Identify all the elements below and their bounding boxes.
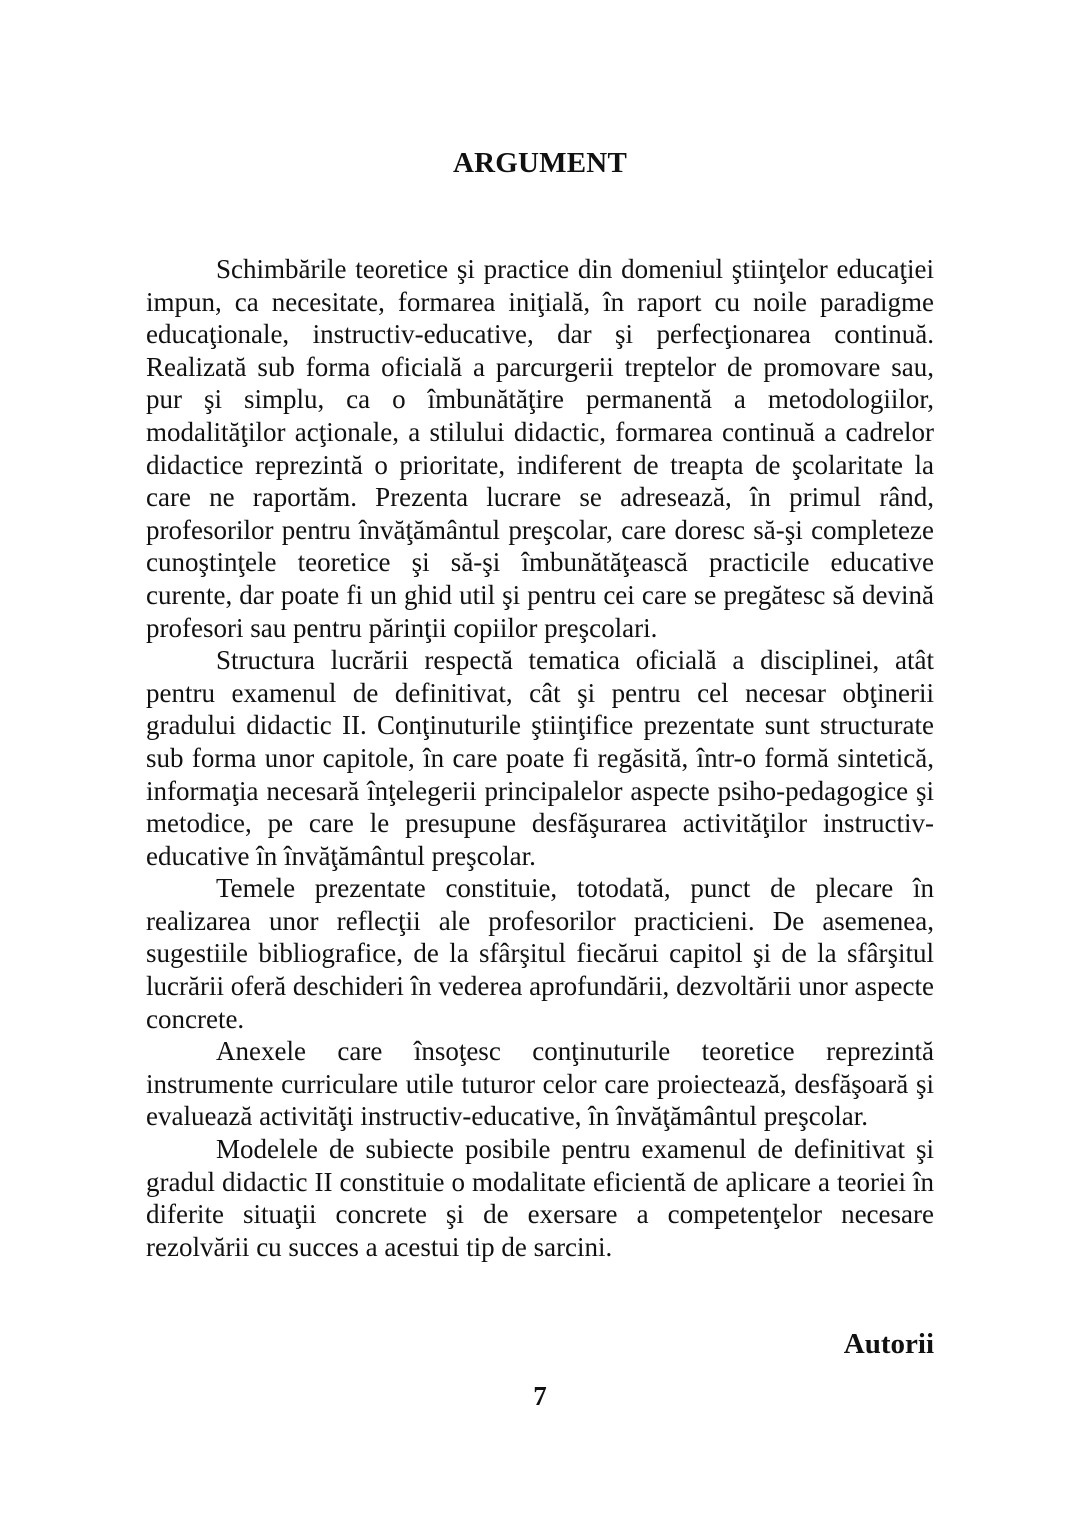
page-number: 7 xyxy=(533,1381,547,1411)
paragraph-3: Temele prezentate constituie, totodată, punct de plecare în realizarea unor reflecţii ale profesorilor practicieni. De asemenea, sugestiile bibliografice, de la sfârşitul fiecărui capitol şi de la sfârşitul lucrării oferă deschideri în vederea aprofundării, dezvoltării unor aspecte concrete. xyxy=(146,873,934,1034)
paragraph-2: Structura lucrării respectă tematica oficială a disciplinei, atât pentru examenul de definitivat, cât şi pentru cel necesar obţinerii gradului didactic II. Conţinuturile ştiinţifice prezentate sunt structurate sub forma unor capitole, în care poate fi regăsită, într-o formă sintetică, informaţia necesară înţelegerii principalelor aspecte psiho-pedagogice şi metodice, pe care le presupune desfăşurarea activităţilor instructiv-educative în învăţământul preşcolar. xyxy=(146,645,934,871)
author-signature: Autorii xyxy=(843,1328,934,1360)
paragraph-4: Anexele care însoţesc conţinuturile teoretice reprezintă instrumente curriculare utile tuturor celor care proiectează, desfăşoară şi evaluează activităţi instructiv-educative, în învăţământul preşcolar. xyxy=(146,1036,934,1132)
paragraph-1: Schimbările teoretice şi practice din domeniul ştiinţelor educaţiei impun, ca necesitate, formarea iniţială, în raport cu noile paradigme educaţionale, instructiv-educative, dar şi perfecţionarea continuă. Realizată sub forma oficială a parcurgerii treptelor de promovare sau, pur şi simplu, ca o îmbunătăţire permanentă a metodologiilor, modalităţilor acţionale, a stilului didactic, formarea continuă a cadrelor didactice reprezintă o prioritate, indiferent de treapta de şcolaritate la care ne raportăm. Prezenta lucrare se adresează, în primul rând, profesorilor pentru învăţământul preşcolar, care doresc să-şi completeze cunoştinţele teoretice şi să-şi îmbunătăţească practicile educative curente, dar poate fi un ghid util şi pentru cei care se pregătesc să devină profesori sau pentru părinţii copiilor preşcolari. xyxy=(146,254,934,643)
page-title: ARGUMENT xyxy=(453,147,627,179)
paragraph-5: Modelele de subiecte posibile pentru examenul de definitivat şi gradul didactic II constituie o modalitate eficientă de aplicare a teoriei în diferite situaţii concrete şi de exersare a competenţelor necesare rezolvării cu succes a acestui tip de sarcini. xyxy=(146,1134,934,1262)
body-text xyxy=(146,253,934,1263)
